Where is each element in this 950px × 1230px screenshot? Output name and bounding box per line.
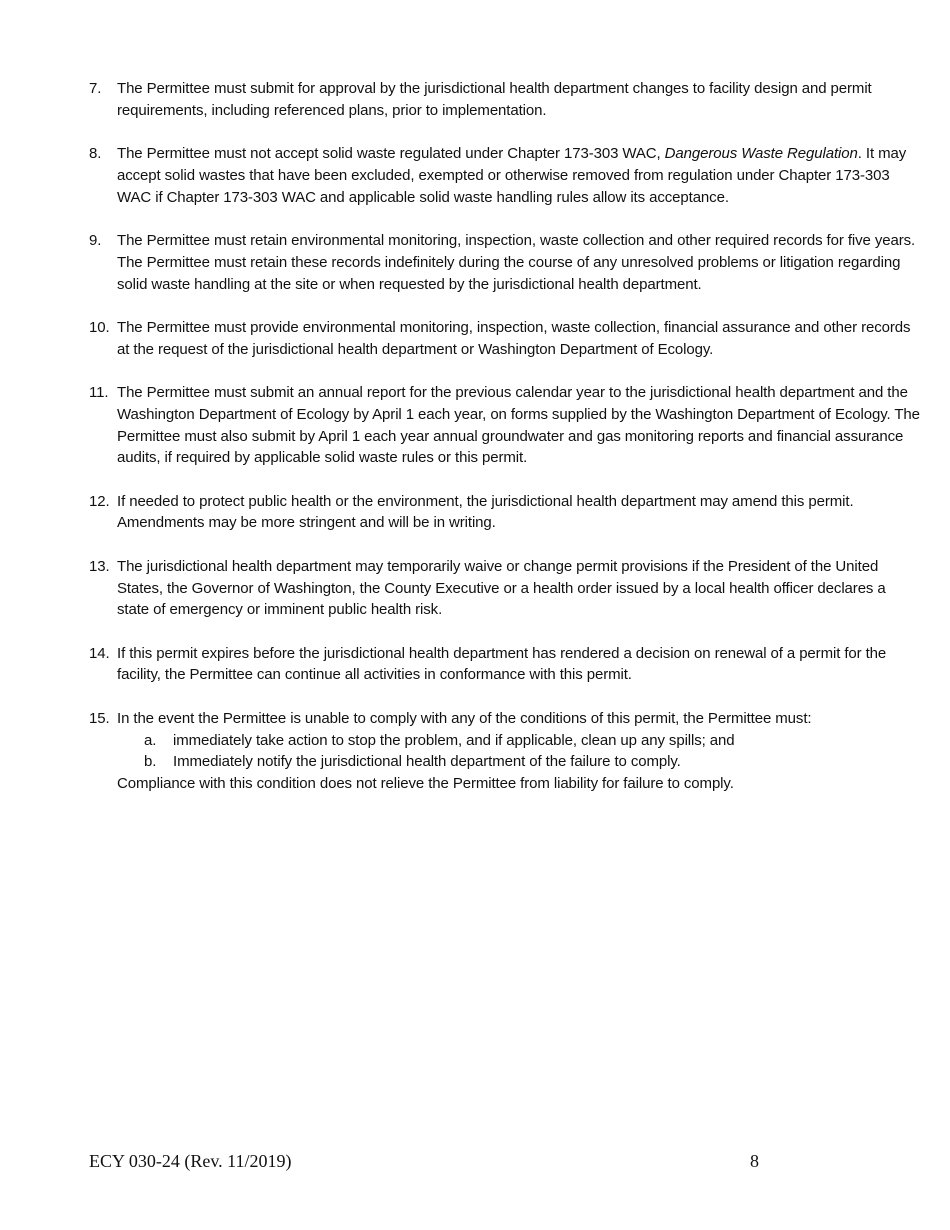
condition-number: 13. bbox=[89, 557, 110, 575]
sub-condition-letter: a. bbox=[144, 731, 157, 749]
condition-number: 15. bbox=[89, 709, 110, 727]
condition-item bbox=[89, 143, 921, 208]
condition-text bbox=[117, 145, 906, 206]
condition-number: 12. bbox=[89, 492, 110, 510]
sub-condition-text: immediately take action to stop the problem, and if applicable, clean up any spills; and bbox=[173, 731, 735, 749]
permit-conditions-list bbox=[89, 78, 921, 816]
form-identifier: ECY 030-24 (Rev. 11/2019) bbox=[89, 1151, 292, 1171]
condition-item bbox=[89, 317, 921, 361]
condition-number: 14. bbox=[89, 644, 110, 662]
condition-item bbox=[89, 708, 921, 795]
condition-text: If this permit expires before the jurisdictional health department has rendered a decision on renewal of a permit for the facility, the Permittee can continue all activities in conformance with this permit. bbox=[117, 644, 887, 684]
regulation-title: Dangerous Waste Regulation bbox=[664, 145, 858, 163]
sub-condition-item bbox=[144, 730, 921, 752]
condition-item bbox=[89, 491, 921, 535]
condition-text: The Permittee must submit for approval by the jurisdictional health department changes to facility design and permit requirements, including referenced plans, prior to implementation. bbox=[117, 80, 872, 119]
sub-condition-list bbox=[117, 730, 921, 774]
condition-number: 10. bbox=[89, 318, 110, 336]
condition-item bbox=[89, 643, 921, 687]
condition-text-part: . It may accept solid wastes that have been excluded, exempted or otherwise removed from regulation under Chapter 173-303 WAC if Chapter 173-303 WAC and applicable solid waste handling rules allow its acceptance. bbox=[117, 145, 907, 206]
condition-number: 8. bbox=[89, 145, 102, 163]
condition-number: 11. bbox=[89, 383, 109, 401]
condition-closing-text: Compliance with this condition does not relieve the Permittee from liability for failure to comply. bbox=[117, 775, 734, 793]
page-number: 8 bbox=[750, 1151, 759, 1171]
condition-text-part: The Permittee must not accept solid waste regulated under Chapter 173-303 WAC, bbox=[117, 145, 665, 163]
condition-number: 7. bbox=[89, 80, 102, 97]
condition-text: The Permittee must provide environmental monitoring, inspection, waste collection, financial assurance and other records at the request of the jurisdictional health department or Washington Department of Ecology. bbox=[117, 318, 911, 358]
sub-condition-text: Immediately notify the jurisdictional health department of the failure to comply. bbox=[173, 753, 681, 771]
condition-text: In the event the Permittee is unable to comply with any of the conditions of this permit, the Permittee must: bbox=[117, 709, 812, 727]
condition-number: 9. bbox=[89, 231, 102, 249]
condition-item bbox=[89, 382, 921, 469]
sub-condition-letter: b. bbox=[144, 753, 157, 771]
condition-text: The jurisdictional health department may temporarily waive or change permit provisions if the President of the United States, the Governor of Washington, the County Executive or a health order issued by a local health officer declares a state of emergency or imminent public health risk. bbox=[117, 557, 886, 619]
condition-text: The Permittee must retain environmental monitoring, inspection, waste collection and other required records for five years. The Permittee must retain these records indefinitely during the course of any unresolved problems or litigation regarding solid waste handling at the site or when requested by the jurisdictional health department. bbox=[117, 231, 916, 293]
sub-condition-item bbox=[144, 751, 921, 773]
condition-text: If needed to protect public health or the environment, the jurisdictional health department may amend this permit. Amendments may be more stringent and will be in writing. bbox=[117, 492, 854, 532]
condition-item bbox=[89, 78, 921, 122]
condition-item bbox=[89, 230, 921, 295]
condition-text: The Permittee must submit an annual report for the previous calendar year to the jurisdictional health department and the Washington Department of Ecology by April 1 each year, on forms supplied by the Washington Department of Ecology. The Permittee must also submit by April 1 each year annual groundwater and gas monitoring reports and financial assurance audits, if required by applicable solid waste rules or this permit. bbox=[117, 383, 920, 467]
condition-item bbox=[89, 556, 921, 621]
